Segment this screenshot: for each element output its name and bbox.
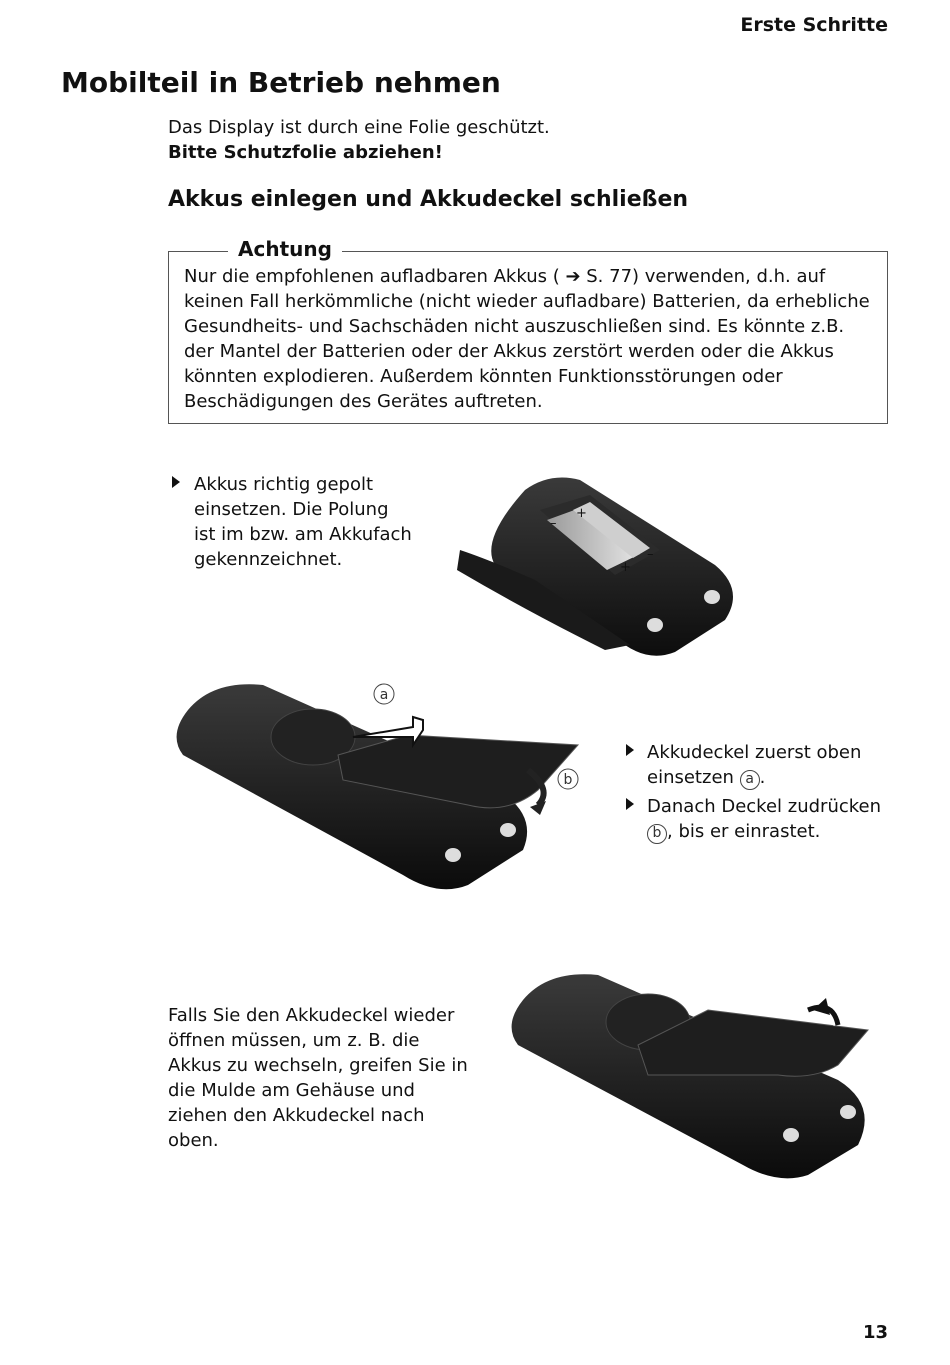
svg-text:–: – [550, 516, 557, 531]
step-1-text: Akkus richtig gepolt einsetzen. Die Polung ist im bzw. am Akkufach gekennzeichnet. [194, 474, 412, 570]
page-number: 13 [862, 1322, 888, 1343]
triangle-right-icon [626, 798, 634, 810]
step-2-text: Akkudeckel zuerst oben einsetzen a . [647, 742, 862, 788]
svg-text:+: + [576, 506, 587, 521]
step-insert-batteries [172, 472, 412, 570]
marker-a-inline: a [740, 770, 760, 790]
handset-cover-open-figure [508, 960, 878, 1185]
page-title: Mobilteil in Betrieb nehmen [61, 66, 501, 99]
section-header: Erste Schritte [740, 14, 888, 36]
marker-a: a [379, 687, 389, 703]
step-close-cover [626, 794, 896, 842]
closing-paragraph: Falls Sie den Akkudeckel wieder öffnen müssen, um z. B. die Akkus zu wechseln, greifen Sie in die Mulde am Gehäuse und ziehen den Akkudeckel nach oben. [168, 1005, 468, 1151]
svg-text:+: + [620, 560, 631, 575]
step-3-text: Danach Deckel zudrücken b , bis er einrastet. [647, 796, 882, 842]
triangle-right-icon [172, 476, 180, 488]
warning-text: Nur die empfohlenen aufladbaren Akkus ( ➔ S. 77) verwenden, d.h. auf keinen Fall herkömmliche (nicht wieder aufladbare) Batterien, da erhebliche Gesundheits- und Sachschäden nicht auszuschließen sind. Es könnte z.B. der Mantel der Batterien oder der Akkus zerstört werden oder die Akkus könnten explodieren. Außerdem könnten Funktionsstörungen oder Beschädigungen des Gerätes auftreten. [184, 266, 870, 412]
intro-line-2: Bitte Schutzfolie abziehen! [168, 142, 443, 163]
handset-battery-figure [455, 470, 740, 660]
marker-b: b [563, 772, 573, 788]
step-insert-cover [626, 740, 896, 788]
svg-text:–: – [647, 547, 654, 562]
intro-line-1: Das Display ist durch eine Folie geschützt. [168, 117, 550, 138]
intro-text [168, 115, 550, 165]
marker-b-inline: b [647, 824, 667, 844]
triangle-right-icon [626, 744, 634, 756]
handset-cover-insert-figure [168, 675, 598, 895]
section-subtitle: Akkus einlegen und Akkudeckel schließen [168, 187, 689, 212]
warning-title: Achtung [228, 237, 342, 261]
